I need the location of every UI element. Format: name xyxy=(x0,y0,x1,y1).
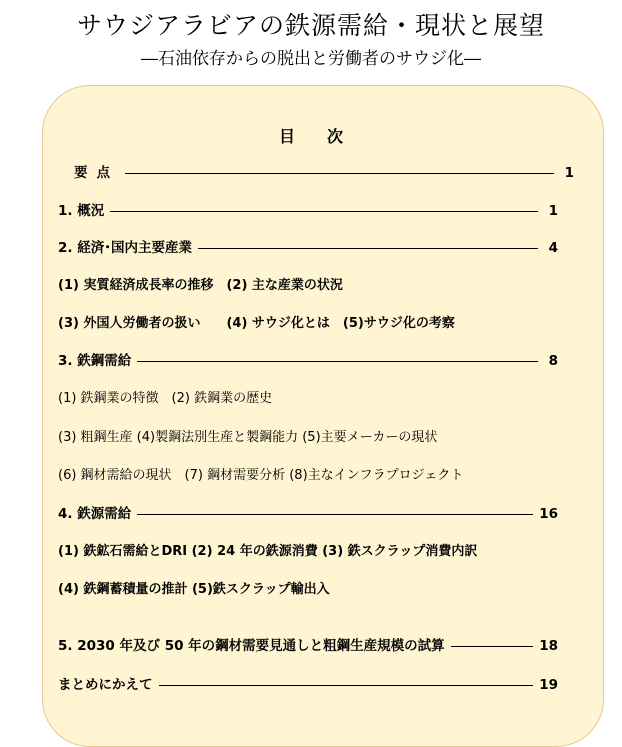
toc-subentry: (3) 外国人労働者の扱い (4) サウジ化とは (5)サウジ化の考察 xyxy=(58,316,455,331)
toc-subentry: (6) 鋼材需給の現状 (7) 鋼材需要分析 (8)主なインフラプロジェクト xyxy=(58,468,464,483)
toc-entry-label: 2. 経済･国内主要産業 xyxy=(58,240,192,256)
toc-entry-page: 18 xyxy=(539,638,558,654)
toc-leader-line xyxy=(137,361,538,362)
toc-leader-line xyxy=(159,685,534,686)
toc-entry-label: 3. 鉄鋼需給 xyxy=(58,353,132,369)
toc-entry-label: 要点 xyxy=(74,165,119,181)
toc-entry-page: 16 xyxy=(539,506,558,522)
toc-leader-line xyxy=(125,173,554,174)
document-title: サウジアラビアの鉄源需給・現状と展望 xyxy=(76,11,545,40)
toc-entry-page: 19 xyxy=(539,677,558,693)
document-subtitle: ―石油依存からの脱出と労働者のサウジ化― xyxy=(141,49,481,69)
toc-entry-page: 4 xyxy=(548,240,558,256)
toc-subentry: (3) 粗鋼生産 (4)製鋼法別生産と製鋼能力 (5)主要メーカーの現状 xyxy=(58,430,438,445)
toc-entry-overview[interactable] xyxy=(58,202,558,220)
toc-entry-steel-supply-demand[interactable] xyxy=(58,352,558,370)
toc-leader-line xyxy=(110,211,538,212)
toc-entry-iron-source[interactable] xyxy=(58,505,558,523)
toc-entry-label: 1. 概況 xyxy=(58,203,105,219)
toc-entry-label: まとめにかえて xyxy=(58,677,153,693)
toc-subentry: (1) 鉄鋼業の特徴 (2) 鉄鋼業の歴史 xyxy=(58,391,273,406)
toc-leader-line xyxy=(137,514,533,515)
toc-entry-page: 8 xyxy=(548,353,558,369)
toc-entry-page: 1 xyxy=(564,165,574,181)
toc-subentry: (1) 鉄鉱石需給とDRI (2) 24 年の鉄源消費 (3) 鉄スクラップ消費内訳 xyxy=(58,544,478,559)
toc-entry-page: 1 xyxy=(548,203,558,219)
toc-entry-label: 5. 2030 年及び 50 年の鋼材需要見通しと粗鋼生産規模の試算 xyxy=(58,638,445,654)
toc-subentry: (1) 実質経済成長率の推移 (2) 主な産業の状況 xyxy=(58,278,343,293)
toc-entry-economy[interactable] xyxy=(58,239,558,257)
toc-entry-outlook[interactable] xyxy=(58,637,558,655)
toc-leader-line xyxy=(198,248,538,249)
toc-subentry: (4) 鉄鋼蓄積量の推計 (5)鉄スクラップ輸出入 xyxy=(58,582,330,597)
toc-leader-line xyxy=(451,646,534,647)
toc-entry-label: 4. 鉄源需給 xyxy=(58,506,132,522)
toc-heading: 目 次 xyxy=(278,127,343,146)
toc-entry-conclusion[interactable] xyxy=(58,676,558,694)
toc-entry-summary[interactable] xyxy=(74,164,574,182)
